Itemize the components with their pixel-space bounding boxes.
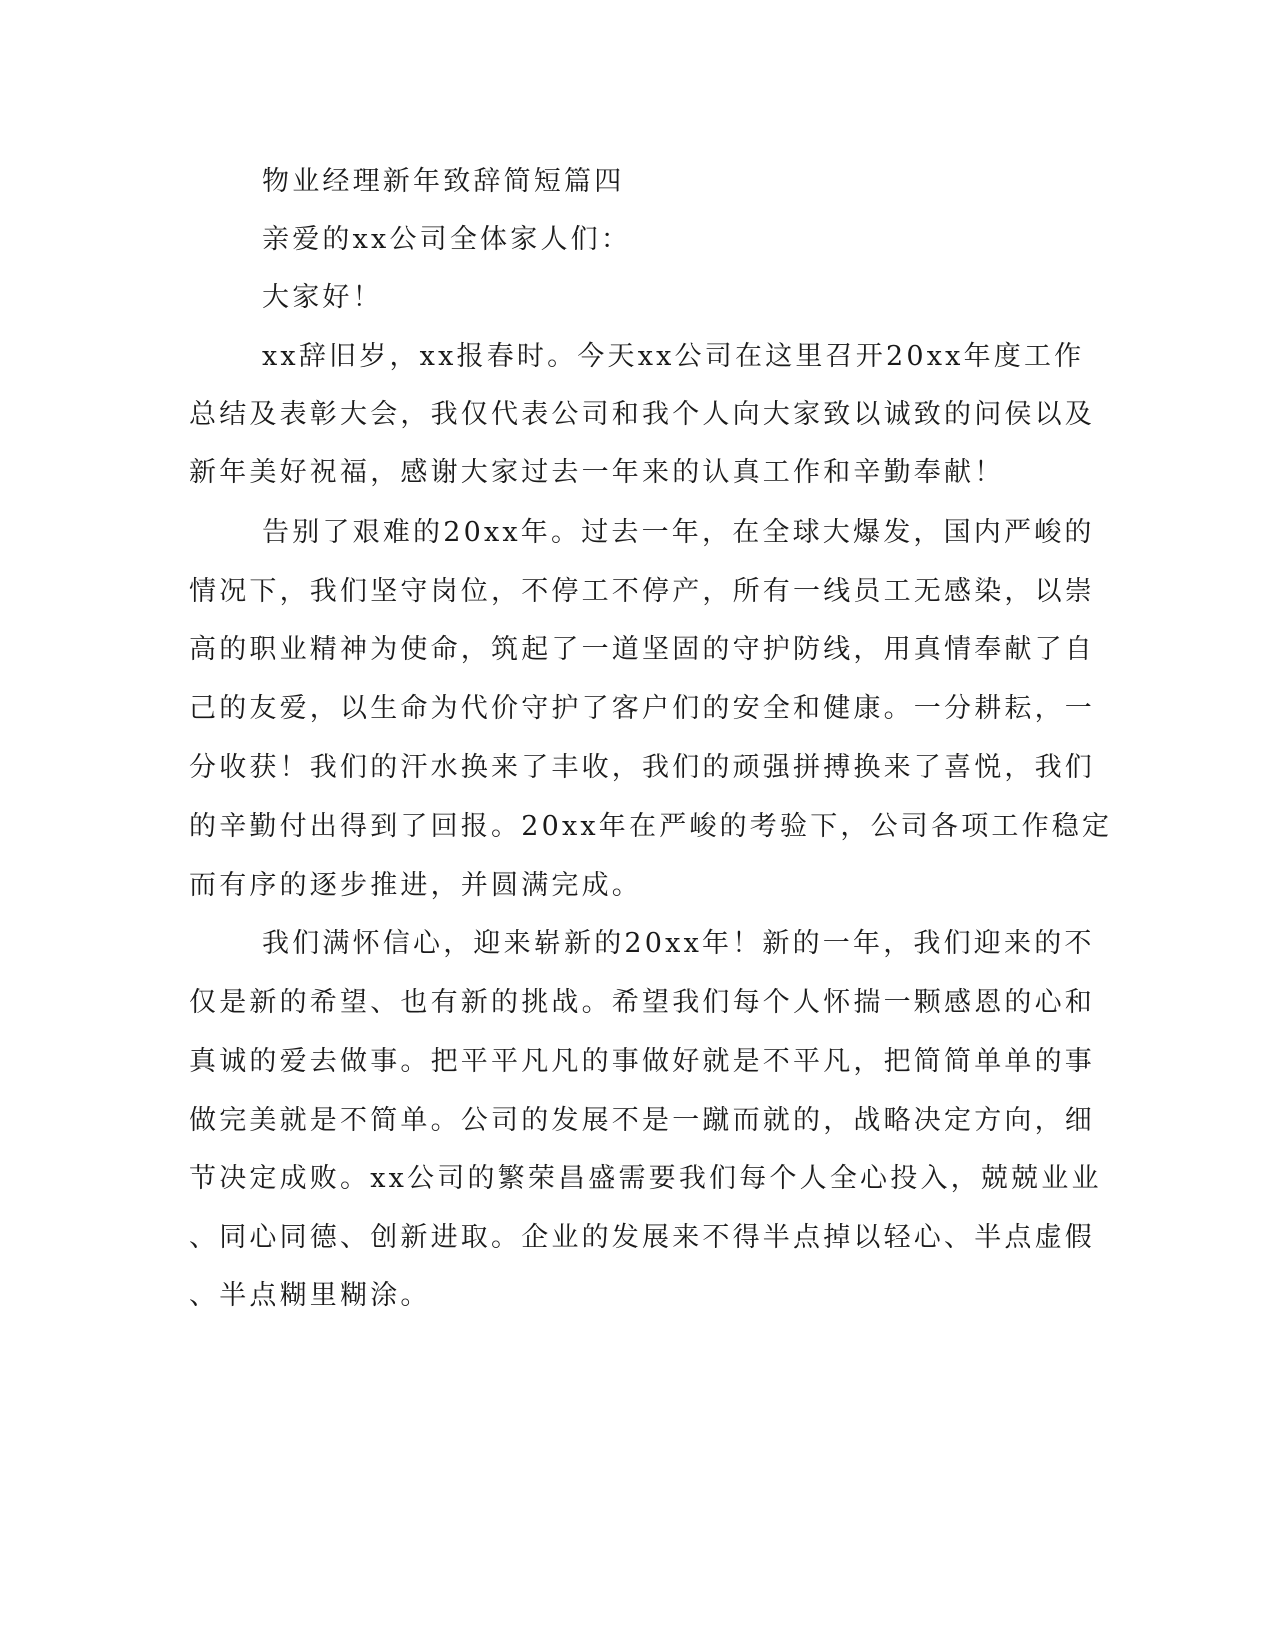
paragraph-1-line-1: xx辞旧岁，xx报春时。今天xx公司在这里召开20xx年度工作	[262, 341, 1085, 372]
paragraph-2-line-4: 己的友爱，以生命为代价守护了客户们的安全和健康。一分耕耘，一	[189, 693, 1095, 724]
salutation: 亲爱的xx公司全体家人们：	[262, 224, 632, 255]
document-title: 物业经理新年致辞简短篇四	[262, 166, 625, 197]
paragraph-3-line-4: 做完美就是不简单。公司的发展不是一蹴而就的，战略决定方向，细	[189, 1105, 1095, 1136]
greeting: 大家好！	[262, 282, 383, 313]
paragraph-3-line-2: 仅是新的希望、也有新的挑战。希望我们每个人怀揣一颗感恩的心和	[189, 987, 1095, 1018]
paragraph-2-line-1: 告别了艰难的20xx年。过去一年，在全球大爆发，国内严峻的	[262, 517, 1095, 548]
paragraph-1-line-2: 总结及表彰大会，我仅代表公司和我个人向大家致以诚致的问侯以及	[189, 399, 1095, 430]
paragraph-3-line-6: 、同心同德、创新进取。企业的发展来不得半点掉以轻心、半点虚假	[189, 1222, 1095, 1253]
paragraph-2-line-3: 高的职业精神为使命，筑起了一道坚固的守护防线，用真情奉献了自	[189, 634, 1095, 665]
paragraph-3-line-1: 我们满怀信心，迎来崭新的20xx年！新的一年，我们迎来的不	[262, 928, 1095, 959]
paragraph-2-line-5: 分收获！我们的汗水换来了丰收，我们的顽强拼搏换来了喜悦，我们	[189, 752, 1095, 783]
paragraph-3-line-3: 真诚的爱去做事。把平平凡凡的事做好就是不平凡，把简简单单的事	[189, 1046, 1095, 1077]
paragraph-1-line-3: 新年美好祝福，感谢大家过去一年来的认真工作和辛勤奉献！	[189, 457, 1005, 488]
paragraph-3-line-5: 节决定成败。xx公司的繁荣昌盛需要我们每个人全心投入，兢兢业业	[189, 1163, 1102, 1194]
paragraph-2-line-2: 情况下，我们坚守岗位，不停工不停产，所有一线员工无感染，以崇	[189, 576, 1095, 607]
paragraph-2-line-6: 的辛勤付出得到了回报。20xx年在严峻的考验下，公司各项工作稳定	[189, 811, 1113, 842]
paragraph-3-line-7: 、半点糊里糊涂。	[189, 1280, 431, 1311]
paragraph-2-line-7: 而有序的逐步推进，并圆满完成。	[189, 870, 642, 901]
